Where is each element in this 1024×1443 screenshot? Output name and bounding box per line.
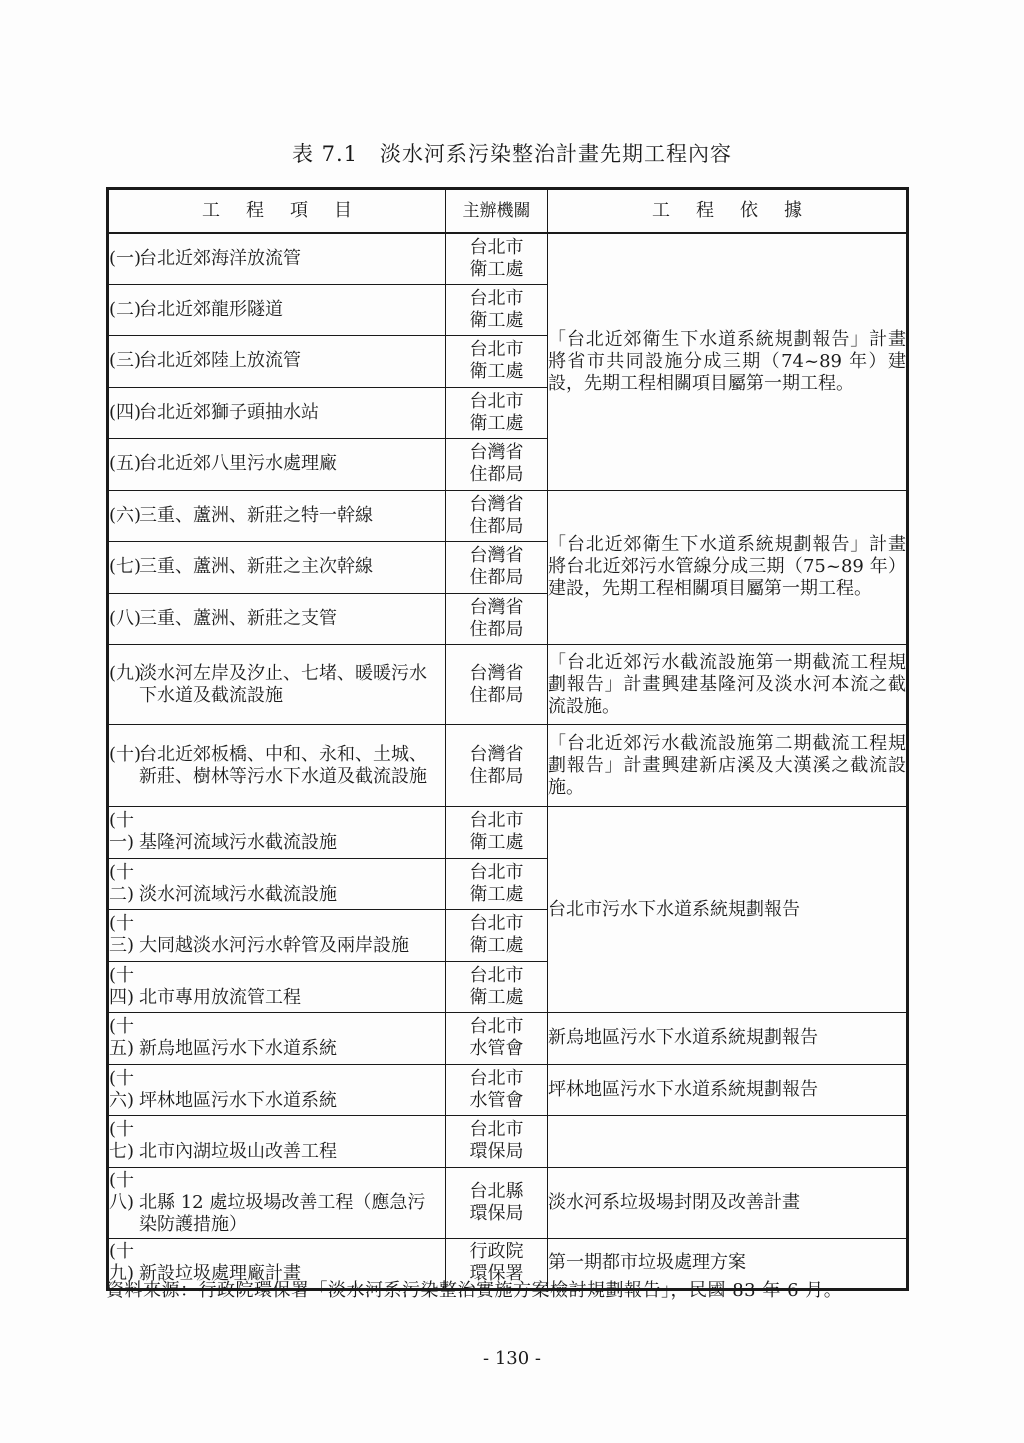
- agency-cell: [446, 593, 548, 645]
- agency-line: 台北市: [469, 287, 524, 309]
- agency-cell: [446, 910, 548, 962]
- agency-cell: [446, 439, 548, 491]
- item-text-line2: 下水道及截流設施: [139, 684, 283, 706]
- agency-line: 住都局: [469, 684, 524, 706]
- item-index: (十四): [109, 964, 135, 1008]
- item-cell: [108, 336, 446, 388]
- item-text-line2: 新莊、樹林等污水下水道及截流設施: [139, 765, 427, 787]
- item-cell: [108, 593, 446, 645]
- agency-line: 衛工處: [469, 883, 524, 905]
- item-text: 新設垃圾處理廠計畫: [139, 1263, 301, 1285]
- item-text: 北縣 12 處垃圾場改善工程（應急污: [139, 1191, 426, 1213]
- item-index: (五): [109, 453, 142, 475]
- table-row: [108, 1013, 908, 1065]
- agency-cell: [446, 1167, 548, 1238]
- item-text: 三重、蘆洲、新莊之主次幹線: [139, 556, 373, 578]
- agency-line: 台北市: [469, 236, 524, 258]
- source-note: 資料來源：行政院環保署「淡水河系污染整治實施方案檢討規劃報告」，民國 83 年 6 月。: [106, 1280, 843, 1301]
- agency-line: 台灣省: [469, 743, 524, 765]
- agency-line: 行政院: [469, 1241, 524, 1263]
- item-index: (八): [109, 607, 142, 629]
- item-index: (三): [109, 350, 142, 372]
- table-row: [108, 1064, 908, 1116]
- item-text: 三重、蘆洲、新莊之特一幹線: [139, 504, 373, 526]
- table-title: [0, 138, 1024, 168]
- item-text: 三重、蘆洲、新莊之支管: [139, 607, 337, 629]
- item-cell: [108, 858, 446, 910]
- basis-cell: 「台北近郊污水截流設施第一期截流工程規劃報告」計畫興建基隆河及淡水河本流之截流設施。: [548, 645, 908, 725]
- agency-cell: [446, 490, 548, 542]
- agency-line: 衛工處: [469, 832, 524, 854]
- agency-cell: [446, 1013, 548, 1065]
- item-index: (九): [109, 662, 142, 684]
- item-cell: [108, 1064, 446, 1116]
- agency-line: 衛工處: [469, 309, 524, 331]
- agency-cell: [446, 1116, 548, 1168]
- item-index: (十三): [109, 913, 135, 957]
- basis-cell-empty: [548, 1116, 908, 1168]
- item-cell: [108, 542, 446, 594]
- item-index: (二): [109, 298, 142, 320]
- agency-line: 台灣省: [469, 442, 524, 464]
- agency-line: 環保局: [469, 1202, 524, 1224]
- agency-line: 住都局: [469, 567, 524, 589]
- item-cell: [108, 387, 446, 439]
- agency-line: 環保署: [469, 1263, 524, 1285]
- item-index: (四): [109, 401, 142, 423]
- item-text: 台北近郊獅子頭抽水站: [139, 401, 319, 423]
- agency-line: 台北縣: [469, 1180, 524, 1202]
- item-text: 新烏地區污水下水道系統: [139, 1038, 337, 1060]
- agency-cell: [446, 807, 548, 859]
- agency-line: 水管會: [469, 1038, 524, 1060]
- item-text-line2: 染防護措施）: [139, 1213, 247, 1235]
- table-row: [108, 490, 908, 542]
- header-basis: 工程依據: [548, 189, 908, 233]
- table-title-text: 淡水河系污染整治計畫先期工程內容: [380, 142, 733, 166]
- agency-line: 台北市: [469, 1119, 524, 1141]
- agency-cell: [446, 387, 548, 439]
- item-text: 台北近郊板橋、中和、永和、土城、: [139, 743, 427, 765]
- agency-line: 衛工處: [469, 258, 524, 280]
- table-row: [108, 1116, 908, 1168]
- project-table: [106, 187, 909, 1291]
- item-text: 台北近郊陸上放流管: [139, 350, 301, 372]
- table-header-row: [108, 189, 908, 233]
- item-cell: [108, 1167, 446, 1238]
- item-text: 淡水河流域污水截流設施: [139, 883, 337, 905]
- agency-line: 台灣省: [469, 493, 524, 515]
- agency-line: 台北市: [469, 913, 524, 935]
- item-cell: [108, 725, 446, 807]
- item-cell: [108, 490, 446, 542]
- item-index: (十一): [109, 810, 135, 854]
- basis-cell: 淡水河系垃圾場封閉及改善計畫: [548, 1167, 908, 1238]
- page-number: - 130 -: [483, 1348, 541, 1369]
- item-cell: [108, 645, 446, 725]
- agency-line: 住都局: [469, 515, 524, 537]
- agency-cell: [446, 284, 548, 336]
- item-text: 大同越淡水河污水幹管及兩岸設施: [139, 935, 409, 957]
- item-cell: [108, 1013, 446, 1065]
- agency-line: 台北市: [469, 390, 524, 412]
- basis-cell: 「台北近郊衛生下水道系統規劃報告」計畫將台北近郊污水管線分成三期（75~89 年）建設，先期工程相關項目屬第一期工程。: [548, 490, 908, 645]
- table-number: 表 7.1: [291, 142, 359, 166]
- item-text: 北市內湖垃圾山改善工程: [139, 1141, 337, 1163]
- agency-cell: [446, 645, 548, 725]
- table-row: [108, 807, 908, 859]
- agency-cell: [446, 725, 548, 807]
- item-index: (六): [109, 504, 142, 526]
- item-cell: [108, 284, 446, 336]
- agency-cell: [446, 336, 548, 388]
- agency-line: 住都局: [469, 618, 524, 640]
- table-row: [108, 233, 908, 285]
- basis-cell: 坪林地區污水下水道系統規劃報告: [548, 1064, 908, 1116]
- item-cell: [108, 439, 446, 491]
- agency-line: 台北市: [469, 1016, 524, 1038]
- agency-line: 台灣省: [469, 596, 524, 618]
- item-cell: [108, 961, 446, 1013]
- agency-line: 環保局: [469, 1141, 524, 1163]
- item-index: (十七): [109, 1119, 135, 1163]
- agency-line: 住都局: [469, 464, 524, 486]
- item-text: 淡水河左岸及汐止、七堵、暖暖污水: [139, 662, 427, 684]
- item-index: (十五): [109, 1016, 135, 1060]
- item-index: (十八): [109, 1169, 135, 1213]
- agency-line: 台北市: [469, 810, 524, 832]
- table-row: [108, 725, 908, 807]
- item-index: (十六): [109, 1067, 135, 1111]
- item-index: (十九): [109, 1241, 135, 1285]
- agency-line: 台北市: [469, 861, 524, 883]
- agency-cell: [446, 542, 548, 594]
- header-item: 工程項目: [108, 189, 446, 233]
- basis-cell: 第一期都市垃圾處理方案: [548, 1238, 908, 1290]
- agency-line: 衛工處: [469, 935, 524, 957]
- item-index: (十): [109, 743, 142, 765]
- agency-cell: [446, 961, 548, 1013]
- table-row: [108, 645, 908, 725]
- item-cell: [108, 807, 446, 859]
- item-index: (十二): [109, 861, 135, 905]
- basis-cell: 「台北近郊衛生下水道系統規劃報告」計畫將省市共同設施分成三期（74~89 年）建設，先期工程相關項目屬第一期工程。: [548, 233, 908, 491]
- basis-cell: 「台北近郊污水截流設施第二期截流工程規劃報告」計畫興建新店溪及大漢溪之截流設施。: [548, 725, 908, 807]
- agency-line: 衛工處: [469, 986, 524, 1008]
- item-text: 台北近郊海洋放流管: [139, 247, 301, 269]
- agency-line: 台北市: [469, 964, 524, 986]
- item-text: 基隆河流域污水截流設施: [139, 832, 337, 854]
- agency-cell: [446, 233, 548, 285]
- basis-cell: 新烏地區污水下水道系統規劃報告: [548, 1013, 908, 1065]
- agency-line: 台北市: [469, 1067, 524, 1089]
- item-text: 北市專用放流管工程: [139, 986, 301, 1008]
- agency-line: 衛工處: [469, 361, 524, 383]
- header-agency: 主辦機關: [446, 189, 548, 233]
- item-cell: [108, 1116, 446, 1168]
- agency-line: 台灣省: [469, 545, 524, 567]
- agency-cell: [446, 858, 548, 910]
- agency-line: 水管會: [469, 1089, 524, 1111]
- agency-line: 台北市: [469, 339, 524, 361]
- item-index: (一): [109, 247, 142, 269]
- item-text: 坪林地區污水下水道系統: [139, 1089, 337, 1111]
- agency-line: 衛工處: [469, 412, 524, 434]
- agency-line: 台灣省: [469, 662, 524, 684]
- basis-cell: 台北市污水下水道系統規劃報告: [548, 807, 908, 1013]
- agency-cell: [446, 1064, 548, 1116]
- item-text: 台北近郊龍形隧道: [139, 298, 283, 320]
- item-index: (七): [109, 556, 142, 578]
- table-row: [108, 1167, 908, 1238]
- item-text: 台北近郊八里污水處理廠: [139, 453, 337, 475]
- item-cell: [108, 233, 446, 285]
- agency-line: 住都局: [469, 765, 524, 787]
- item-cell: [108, 910, 446, 962]
